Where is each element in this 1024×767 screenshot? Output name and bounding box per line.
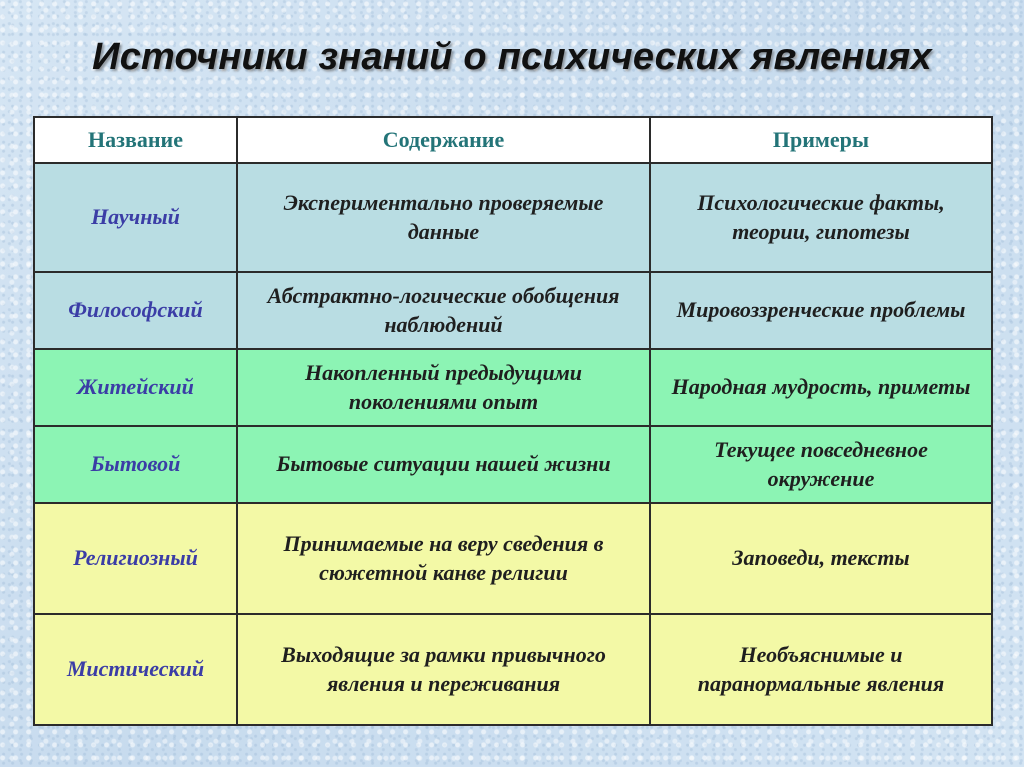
source-content: Выходящие за рамки привычного явления и переживания xyxy=(237,614,650,725)
table-row xyxy=(34,503,992,614)
table-row xyxy=(34,426,992,503)
source-examples: Текущее повседневное окружение xyxy=(650,426,992,503)
source-name: Научный xyxy=(34,163,237,272)
source-name: Философский xyxy=(34,272,237,349)
source-content: Принимаемые на веру сведения в сюжетной канве религии xyxy=(237,503,650,614)
source-name: Житейский xyxy=(34,349,237,426)
source-content: Экспериментально проверяемые данные xyxy=(237,163,650,272)
table-header-row xyxy=(34,117,992,163)
table-row xyxy=(34,614,992,725)
sources-table xyxy=(33,116,993,726)
source-name: Религиозный xyxy=(34,503,237,614)
table-row xyxy=(34,272,992,349)
source-examples: Народная мудрость, приметы xyxy=(650,349,992,426)
source-examples: Мировоззренческие проблемы xyxy=(650,272,992,349)
column-header-examples: Примеры xyxy=(650,117,992,163)
column-header-name: Название xyxy=(34,117,237,163)
source-content: Бытовые ситуации нашей жизни xyxy=(237,426,650,503)
source-content: Абстрактно-логические обобщения наблюдений xyxy=(237,272,650,349)
source-name: Бытовой xyxy=(34,426,237,503)
source-examples: Психологические факты, теории, гипотезы xyxy=(650,163,992,272)
table-row xyxy=(34,349,992,426)
source-examples: Необъяснимые и паранормальные явления xyxy=(650,614,992,725)
source-content: Накопленный предыдущими поколениями опыт xyxy=(237,349,650,426)
source-examples: Заповеди, тексты xyxy=(650,503,992,614)
column-header-content: Содержание xyxy=(237,117,650,163)
page-title: Источники знаний о психических явлениях xyxy=(92,36,932,78)
source-name: Мистический xyxy=(34,614,237,725)
table-row xyxy=(34,163,992,272)
